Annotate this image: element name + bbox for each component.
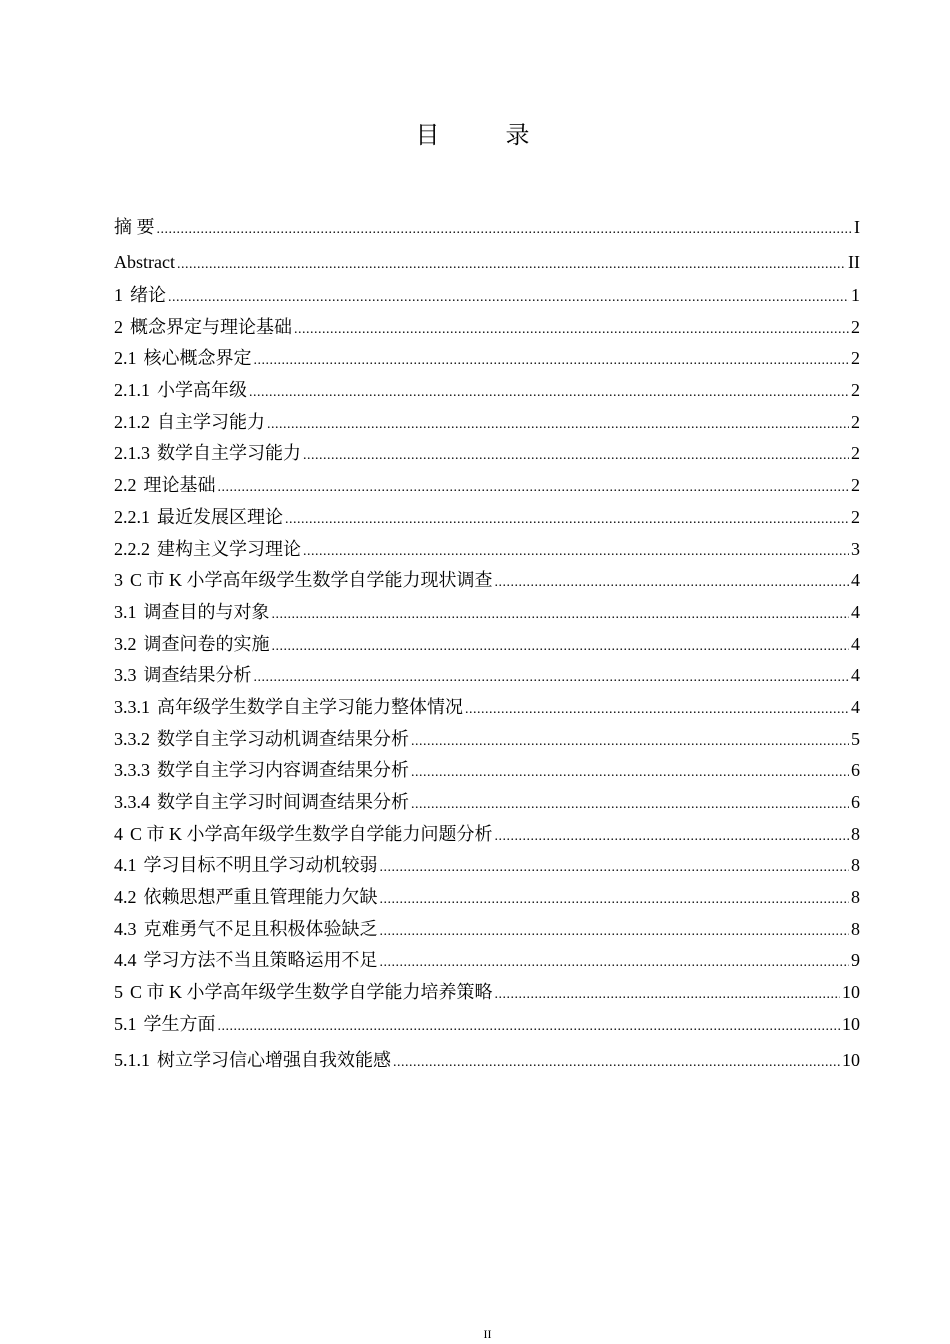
toc-entry-page: 8 (851, 823, 860, 844)
toc-entry-page: 4 (851, 696, 860, 717)
toc-entry-number: 3.3.2 (114, 728, 150, 749)
toc-leader-dots (272, 599, 850, 631)
toc-entry-page: 8 (851, 887, 860, 908)
toc-entry-text: 绪论 (130, 285, 166, 305)
toc-entry-page: 2 (851, 443, 860, 464)
toc-entry-text: 克难勇气不足且积极体验缺乏 (143, 918, 378, 939)
toc-entry-page: 8 (851, 918, 860, 939)
toc-entry-text: C 市 K 小学高年级学生数学自学能力问题分析 (130, 823, 493, 844)
toc-entry-number: 2.1.3 (114, 443, 150, 464)
toc-leader-dots (157, 214, 853, 246)
toc-entry-text: 概念界定与理论基础 (130, 316, 292, 337)
toc-entry (114, 692, 860, 724)
toc-entry-number: 3.1 (114, 601, 137, 622)
toc-entry-page: 10 (842, 982, 860, 1003)
toc-entry-number: 4.1 (114, 855, 137, 876)
toc-leader-dots (495, 821, 849, 853)
toc-entry (114, 247, 860, 280)
toc-entry-number: 3 (114, 570, 123, 591)
toc-entry-page: 10 (842, 1013, 860, 1034)
toc-leader-dots (411, 726, 849, 758)
toc-entry (114, 312, 860, 344)
toc-leader-dots (495, 979, 840, 1011)
toc-entry-number: 4.4 (114, 950, 137, 971)
toc-entry-number: 2.1.1 (114, 380, 150, 401)
toc-entry (114, 597, 860, 629)
toc-entry-number: 2.1.2 (114, 411, 150, 432)
toc-entry-text: C 市 K 小学高年级学生数学自学能力现状调查 (130, 570, 493, 591)
toc-leader-dots (380, 947, 850, 979)
toc-entry-number: 2.2.1 (114, 506, 150, 527)
toc-entry-text: Abstract (114, 252, 175, 272)
toc-entry (114, 629, 860, 661)
toc-entry-page: 2 (851, 316, 860, 337)
toc-list (114, 212, 860, 1079)
toc-entry (114, 977, 860, 1009)
toc-entry-page: 2 (851, 475, 860, 496)
toc-entry-page: 6 (851, 792, 860, 812)
toc-leader-dots (168, 282, 849, 314)
toc-entry (114, 850, 860, 882)
toc-entry (114, 1009, 860, 1041)
toc-entry-number: 5 (114, 982, 123, 1003)
toc-entry-text: 树立学习信心增强自我效能感 (157, 1049, 391, 1070)
toc-leader-dots (249, 377, 849, 409)
toc-leader-dots (380, 916, 850, 948)
toc-entry-page: 2 (851, 506, 860, 527)
toc-entry-text: C 市 K 小学高年级学生数学自学能力培养策略 (130, 982, 493, 1003)
toc-leader-dots (177, 249, 846, 281)
toc-entry-page: I (854, 217, 860, 237)
toc-entry-number: 3.3.1 (114, 696, 150, 717)
toc-entry-number: 3.3.4 (114, 792, 150, 812)
toc-entry (114, 660, 860, 692)
toc-entry-page: 5 (851, 728, 860, 749)
toc-entry-number: 2.1 (114, 348, 137, 369)
page-number: II (483, 1327, 492, 1341)
toc-entry (114, 882, 860, 914)
toc-entry-text: 调查问卷的实施 (143, 633, 270, 654)
toc-entry (114, 787, 860, 819)
toc-leader-dots (218, 1011, 841, 1043)
toc-entry-number: 3.3 (114, 665, 137, 686)
toc-leader-dots (267, 409, 849, 441)
toc-entry-page: 3 (851, 538, 860, 559)
toc-entry-text: 调查结果分析 (143, 665, 252, 686)
toc-leader-dots (411, 757, 849, 789)
toc-entry (114, 819, 860, 851)
toc-entry-text: 高年级学生数学自主学习能力整体情况 (157, 696, 463, 717)
toc-leader-dots (380, 852, 850, 884)
toc-leader-dots (465, 694, 849, 726)
toc-leader-dots (495, 567, 849, 599)
toc-leader-dots (254, 662, 850, 694)
toc-entry-number: 1 (114, 285, 123, 305)
toc-entry (114, 724, 860, 756)
toc-leader-dots (254, 345, 850, 377)
toc-entry-text: 学习目标不明且学习动机较弱 (143, 855, 378, 876)
toc-entry (114, 945, 860, 977)
toc-entry (114, 1041, 860, 1079)
toc-entry-number: 2 (114, 316, 123, 337)
toc-entry-page: 4 (851, 570, 860, 591)
toc-entry-text: 调查目的与对象 (143, 601, 270, 622)
toc-entry-number: 4 (114, 823, 123, 844)
toc-leader-dots (272, 631, 850, 663)
toc-entry-text: 小学高年级 (157, 380, 247, 401)
toc-leader-dots (218, 472, 850, 504)
toc-leader-dots (393, 1044, 840, 1082)
toc-entry (114, 212, 860, 247)
toc-entry-text: 学习方法不当且策略运用不足 (143, 950, 378, 971)
toc-entry-page: 2 (851, 348, 860, 369)
toc-entry-text: 数学自主学习动机调查结果分析 (157, 728, 409, 749)
toc-title: 目 录 (415, 123, 560, 149)
toc-entry (114, 755, 860, 787)
toc-entry-number: 4.3 (114, 918, 137, 939)
toc-entry-number: 2.2 (114, 475, 137, 496)
toc-entry-text: 建构主义学习理论 (157, 538, 301, 559)
toc-leader-dots (285, 504, 849, 536)
toc-entry-text: 核心概念界定 (143, 348, 252, 369)
toc-entry (114, 565, 860, 597)
toc-entry-page: 4 (851, 601, 860, 622)
toc-entry-number: 3.2 (114, 633, 137, 654)
toc-entry-text: 数学自主学习内容调查结果分析 (157, 760, 409, 781)
toc-entry-page: 4 (851, 665, 860, 686)
toc-entry (114, 534, 860, 566)
toc-leader-dots (303, 536, 849, 568)
toc-entry (114, 470, 860, 502)
toc-entry-page: 1 (851, 285, 860, 305)
toc-leader-dots (303, 440, 849, 472)
toc-entry-page: 4 (851, 633, 860, 654)
toc-entry-number: 5.1.1 (114, 1049, 150, 1070)
toc-entry-number: 3.3.3 (114, 760, 150, 781)
toc-entry-text: 最近发展区理论 (157, 506, 283, 527)
toc-leader-dots (294, 314, 849, 346)
toc-leader-dots (380, 884, 850, 916)
toc-entry-text: 自主学习能力 (157, 411, 265, 432)
toc-entry-number: 5.1 (114, 1013, 137, 1034)
toc-entry-page: 6 (851, 760, 860, 781)
toc-entry-text: 数学自主学习时间调查结果分析 (157, 792, 409, 812)
toc-entry-page: 9 (851, 950, 860, 971)
toc-entry-page: 2 (851, 380, 860, 401)
toc-entry-page: 8 (851, 855, 860, 876)
toc-entry-page: 10 (842, 1049, 860, 1070)
toc-entry-page: II (848, 252, 860, 272)
toc-leader-dots (411, 789, 849, 821)
toc-entry (114, 502, 860, 534)
toc-entry-text: 依赖思想严重且管理能力欠缺 (143, 887, 378, 908)
toc-entry (114, 407, 860, 439)
toc-entry-text: 数学自主学习能力 (157, 443, 301, 464)
toc-entry (114, 280, 860, 312)
toc-entry (114, 375, 860, 407)
toc-entry (114, 343, 860, 375)
toc-entry-text: 理论基础 (143, 475, 216, 496)
toc-entry (114, 914, 860, 946)
toc-entry-page: 2 (851, 411, 860, 432)
toc-entry-number: 2.2.2 (114, 538, 150, 559)
toc-entry-text: 摘 要 (114, 217, 155, 237)
toc-entry-number: 4.2 (114, 887, 137, 908)
toc-entry-text: 学生方面 (143, 1013, 216, 1034)
toc-entry (114, 438, 860, 470)
